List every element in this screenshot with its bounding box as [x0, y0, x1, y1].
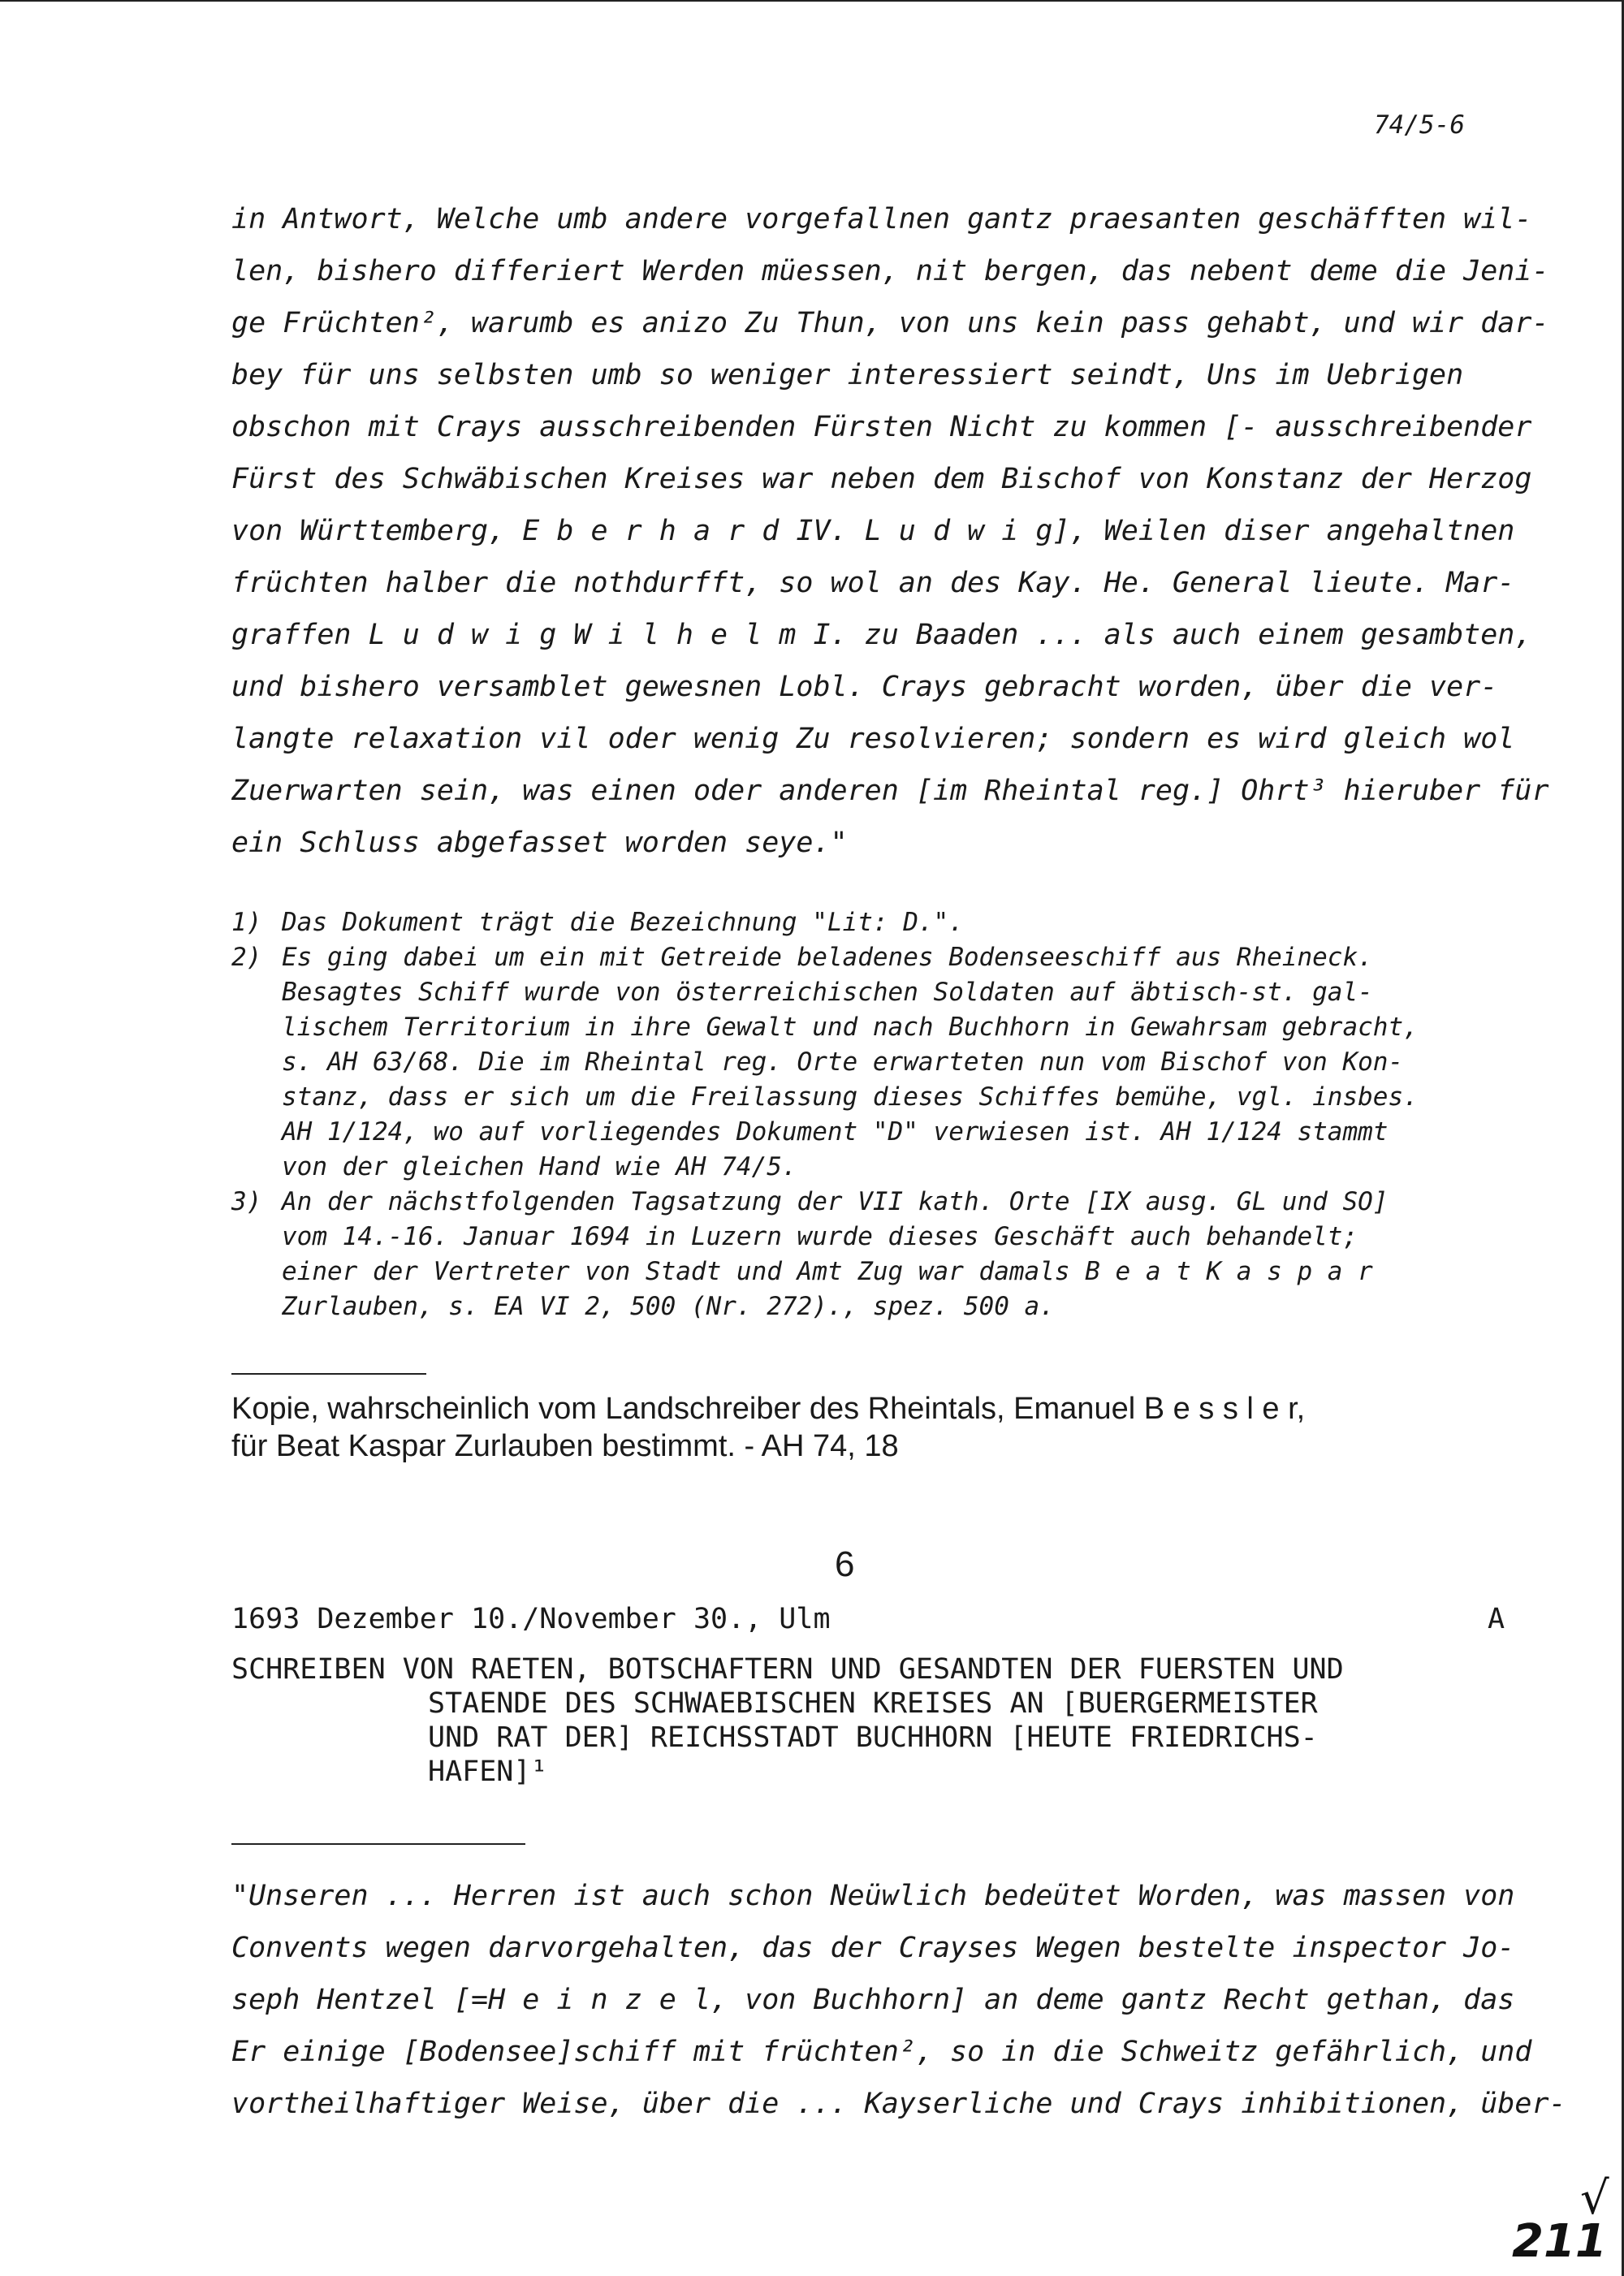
body-line: Zuerwarten sein, was einen oder anderen [im Rheintal reg.] Ohrt³ hieruber für: [231, 775, 1549, 807]
body-line: ein Schluss abgefasset worden seye.": [231, 827, 848, 859]
footnote-number: 3): [231, 1187, 262, 1216]
footnote-line: Besagtes Schiff wurde von österreichischen Soldaten auf äbtisch-st. gal-: [282, 978, 1373, 1007]
footnote-line: vom 14.-16. Januar 1694 in Luzern wurde dieses Geschäft auch behandelt;: [282, 1222, 1358, 1251]
body-line: und bishero versamblet gewesnen Lobl. Crays gebracht worden, über die ver-: [231, 671, 1498, 703]
check-mark-icon: √: [1580, 2172, 1609, 2225]
body-line: ge Früchten², warumb es anizo Zu Thun, von uns kein pass gehabt, und wir dar-: [231, 307, 1549, 339]
document-number: 6: [835, 1544, 855, 1584]
body-line: obschon mit Crays ausschreibenden Fürsten Nicht zu kommen [- ausschreibender: [231, 411, 1532, 443]
document-title-line: UND RAT DER] REICHSSTADT BUCHHORN [HEUTE FRIEDRICHS-: [428, 1721, 1318, 1754]
footnote-line: Das Dokument trägt die Bezeichnung "Lit: D.".: [282, 908, 964, 937]
scan-edge-top: [0, 0, 1624, 2]
footnote-line: Zurlauben, s. EA VI 2, 500 (Nr. 272)., spez. 500 a.: [282, 1292, 1055, 1321]
page-reference: 74/5-6: [1374, 110, 1465, 140]
footnote-line: s. AH 63/68. Die im Rheintal reg. Orte erwarteten nun vom Bischof von Kon-: [282, 1047, 1404, 1077]
document-title-line: SCHREIBEN VON RAETEN, BOTSCHAFTERN UND GESANDTEN DER FUERSTEN UND: [231, 1653, 1344, 1686]
footnote-number: 2): [231, 943, 262, 972]
copy-note-line: für Beat Kaspar Zurlauben bestimmt. - AH 74, 18: [231, 1429, 899, 1463]
copy-note-line: Kopie, wahrscheinlich vom Landschreiber des Rheintals, Emanuel B e s s l e r,: [231, 1392, 1306, 1426]
body-line: Fürst des Schwäbischen Kreises war neben dem Bischof von Konstanz der Herzog: [231, 463, 1532, 495]
body-line: graffen L u d w i g W i l h e l m I. zu Baaden ... als auch einem gesambten,: [231, 619, 1532, 651]
footnote-line: Es ging dabei um ein mit Getreide beladenes Bodenseeschiff aus Rheineck.: [282, 943, 1373, 972]
footnote-line: An der nächstfolgenden Tagsatzung der VII kath. Orte [IX ausg. GL und SO]: [282, 1187, 1389, 1216]
footnote-separator: [231, 1373, 426, 1375]
footnote-line: AH 1/124, wo auf vorliegendes Dokument "D" verwiesen ist. AH 1/124 stammt: [282, 1117, 1389, 1147]
footnote-line: von der gleichen Hand wie AH 74/5.: [282, 1152, 797, 1181]
body-line: bey für uns selbsten umb so weniger interessiert seindt, Uns im Uebrigen: [231, 359, 1464, 391]
quote-line: Er einige [Bodensee]schiff mit früchten², so in die Schweitz gefährlich, und: [231, 2036, 1532, 2068]
body-line: len, bishero differiert Werden müessen, nit bergen, das nebent deme die Jeni-: [231, 255, 1549, 287]
document-title-line: HAFEN]¹: [428, 1756, 548, 1788]
footnote-number: 1): [231, 908, 262, 937]
document-title-line: STAENDE DES SCHWAEBISCHEN KREISES AN [BUERGERMEISTER: [428, 1687, 1318, 1720]
footnote-line: stanz, dass er sich um die Freilassung dieses Schiffes bemühe, vgl. insbes.: [282, 1082, 1419, 1112]
quote-line: Convents wegen darvorgehalten, das der Crayses Wegen bestelte inspector Jo-: [231, 1932, 1515, 1964]
body-line: in Antwort, Welche umb andere vorgefallnen gantz praesanten geschäfften wil-: [231, 203, 1532, 235]
document-class: A: [1488, 1603, 1505, 1635]
footnote-line: lischem Territorium in ihre Gewalt und nach Buchhorn in Gewahrsam gebracht,: [282, 1013, 1419, 1042]
quote-line: seph Hentzel [=H e i n z e l, von Buchhorn] an deme gantz Recht gethan, das: [231, 1984, 1515, 2016]
body-line: von Württemberg, E b e r h a r d IV. L u d w i g], Weilen diser angehaltnen: [231, 515, 1515, 547]
title-separator: [231, 1843, 525, 1845]
body-line: früchten halber die nothdurfft, so wol an des Kay. He. General lieute. Mar-: [231, 567, 1515, 599]
quote-line: vortheilhaftiger Weise, über die ... Kayserliche und Crays inhibitionen, über-: [231, 2088, 1566, 2120]
quote-line: "Unseren ... Herren ist auch schon Neüwlich bedeütet Worden, was massen von: [231, 1880, 1515, 1912]
footnote-line: einer der Vertreter von Stadt und Amt Zug war damals B e a t K a s p a r: [282, 1257, 1373, 1286]
body-line: langte relaxation vil oder wenig Zu resolvieren; sondern es wird gleich wol: [231, 723, 1515, 755]
document-date: 1693 Dezember 10./November 30., Ulm: [231, 1603, 831, 1635]
handwritten-folio-number: 211: [1512, 2215, 1607, 2268]
